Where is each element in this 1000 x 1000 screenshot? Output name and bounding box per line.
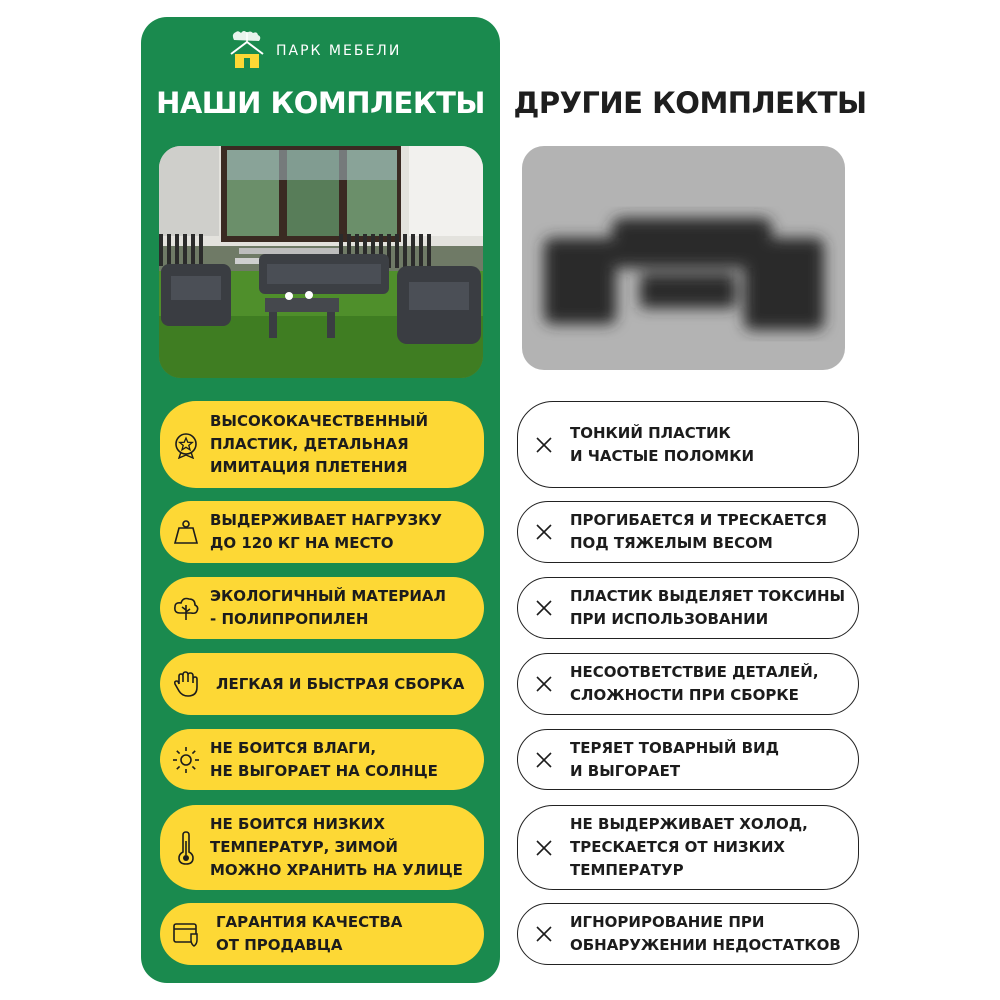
thermometer-icon — [162, 831, 210, 865]
text-line: И ВЫГОРАЕТ — [570, 761, 681, 780]
drawback-text — [570, 813, 808, 882]
text-line: ТЕМПЕРАТУР — [570, 861, 684, 879]
cross-icon — [518, 675, 570, 693]
drawback-item — [517, 903, 859, 965]
advantage-text — [210, 737, 438, 783]
advantage-text — [210, 585, 446, 631]
advantage-item — [160, 903, 484, 965]
text-line: СЛОЖНОСТИ ПРИ СБОРКЕ — [570, 686, 799, 704]
advantage-item — [160, 577, 484, 639]
text-line: МОЖНО ХРАНИТЬ НА УЛИЦЕ — [210, 861, 463, 879]
drawback-item — [517, 653, 859, 715]
drawback-text — [570, 422, 754, 468]
warranty-card-icon — [162, 921, 210, 947]
advantage-item — [160, 401, 484, 488]
sun-icon — [162, 746, 210, 774]
drawback-text — [570, 661, 819, 707]
advantage-text — [210, 509, 442, 555]
weight-icon — [162, 519, 210, 545]
drawback-item — [517, 729, 859, 790]
text-line: ЛЕГКАЯ И БЫСТРАЯ СБОРКА — [216, 674, 465, 693]
text-line: ДО 120 КГ НА МЕСТО — [210, 534, 394, 552]
text-line: ПРИ ИСПОЛЬЗОВАНИИ — [570, 610, 769, 628]
cross-icon — [518, 839, 570, 857]
drawback-text — [570, 509, 827, 555]
advantage-text — [210, 410, 428, 479]
advantage-item — [160, 729, 484, 790]
left-title: НАШИ КОМПЛЕКТЫ — [156, 86, 485, 120]
advantage-item — [160, 805, 484, 890]
cross-icon — [518, 925, 570, 943]
drawback-item — [517, 501, 859, 563]
advantage-item — [160, 501, 484, 563]
text-line: ИГНОРИРОВАНИЕ ПРИ — [570, 913, 765, 931]
cross-icon — [518, 523, 570, 541]
competitor-blurred-photo — [522, 146, 845, 370]
drawback-item — [517, 805, 859, 890]
star-badge-icon — [162, 431, 210, 459]
text-line: - ПОЛИПРОПИЛЕН — [210, 610, 369, 628]
text-line: ЭКОЛОГИЧНЫЙ МАТЕРИАЛ — [210, 587, 446, 605]
drawback-text — [570, 911, 841, 957]
text-line: ТРЕСКАЕТСЯ ОТ НИЗКИХ — [570, 838, 785, 856]
text-line: ПЛАСТИК, ДЕТАЛЬНАЯ — [210, 435, 409, 453]
hand-icon — [162, 670, 210, 698]
cross-icon — [518, 599, 570, 617]
text-line: ВЫСОКОКАЧЕСТВЕННЫЙ — [210, 412, 429, 430]
drawback-item — [517, 401, 859, 488]
text-line: НЕ БОИТСЯ НИЗКИХ — [210, 815, 385, 833]
drawback-text — [570, 737, 779, 783]
text-line: ИМИТАЦИЯ ПЛЕТЕНИЯ — [210, 458, 408, 476]
right-title: ДРУГИЕ КОМПЛЕКТЫ — [513, 86, 867, 120]
text-line: НЕСООТВЕТСТВИЕ ДЕТАЛЕЙ, — [570, 663, 819, 681]
text-line: И ЧАСТЫЕ ПОЛОМКИ — [570, 446, 755, 465]
advantage-item — [160, 653, 484, 715]
text-line: ГАРАНТИЯ КАЧЕСТВА — [216, 913, 403, 931]
text-line: ТЕРЯЕТ ТОВАРНЫЙ ВИД — [570, 738, 779, 757]
text-line: ПОД ТЯЖЕЛЫМ ВЕСОМ — [570, 534, 773, 552]
text-line: ТОНКИЙ ПЛАСТИК — [570, 423, 731, 442]
text-line: НЕ БОИТСЯ ВЛАГИ, — [210, 738, 377, 757]
brand-name: ПАРК МЕБЕЛИ — [276, 43, 402, 59]
text-line: ПЛАСТИК ВЫДЕЛЯЕТ ТОКСИНЫ — [570, 587, 846, 605]
product-photo — [159, 146, 483, 378]
text-line: ОБНАРУЖЕНИИ НЕДОСТАТКОВ — [570, 936, 841, 954]
text-line: ВЫДЕРЖИВАЕТ НАГРУЗКУ — [210, 511, 442, 529]
text-line: ТЕМПЕРАТУР, ЗИМОЙ — [210, 838, 398, 856]
text-line: НЕ ВЫДЕРЖИВАЕТ ХОЛОД, — [570, 815, 808, 833]
eco-tree-icon — [162, 595, 210, 621]
advantage-text — [210, 813, 463, 882]
cross-icon — [518, 751, 570, 769]
advantage-text — [216, 673, 464, 696]
text-line: ОТ ПРОДАВЦА — [216, 936, 343, 954]
brand-logo — [228, 30, 401, 72]
text-line: ПРОГИБАЕТСЯ И ТРЕСКАЕТСЯ — [570, 511, 827, 529]
text-line: НЕ ВЫГОРАЕТ НА СОЛНЦЕ — [210, 761, 438, 780]
cross-icon — [518, 436, 570, 454]
drawback-item — [517, 577, 859, 639]
drawback-text — [570, 585, 845, 631]
advantage-text — [216, 911, 402, 957]
house-tree-logo-icon — [228, 30, 266, 72]
